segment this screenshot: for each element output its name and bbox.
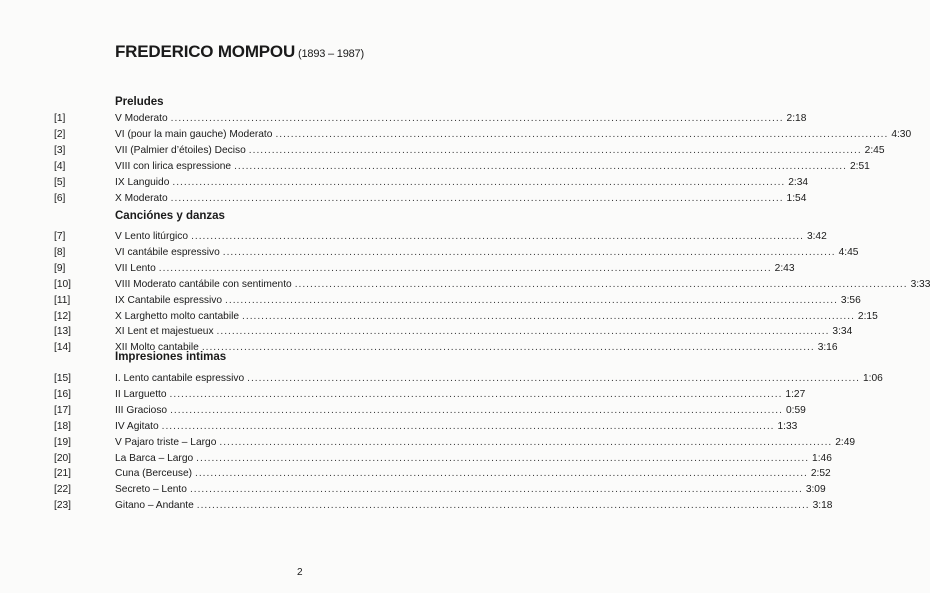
track-line [115,144,885,158]
dot-leader: ................................................................................................................................................................ [195,468,808,480]
track-line [115,310,878,324]
track-title: IV Agitato [115,420,159,432]
track-line [115,278,930,292]
dot-leader: ................................................................................................................................................................ [242,310,855,322]
track-number: [15] [54,373,71,384]
track-line [115,420,798,434]
dot-leader: ................................................................................................................................................................ [170,192,784,204]
track-duration: 3:42 [806,231,827,242]
track-duration: 1:54 [786,192,807,204]
track-number: [10] [54,278,71,290]
track-line [115,294,861,308]
track-line [115,128,912,142]
track-title: XII Molto cantabile [115,342,199,354]
track-number: [7] [54,231,66,242]
track-duration: 4:30 [891,128,912,140]
track-duration: 2:45 [864,144,885,156]
section-heading: Canciónes y danzas [115,210,225,222]
composer-name: FREDERICO MOMPOU [115,42,296,61]
track-line [115,176,809,190]
track-duration: 2:43 [774,262,795,274]
track-number: [12] [54,310,71,322]
dot-leader: ................................................................................................................................................................ [275,128,889,140]
track-duration: 2:34 [788,176,809,188]
track-title: X Moderato [115,192,168,204]
track-number: [2] [54,128,66,140]
track-line [115,404,806,418]
dot-leader: ................................................................................................................................................................ [225,294,838,306]
track-title: II Larguetto [115,388,167,400]
track-title: La Barca – Largo [115,452,194,464]
track-line [115,112,807,126]
track-duration: 3:34 [832,326,853,338]
track-number: [11] [54,294,71,306]
track-line [115,325,853,339]
track-number: [22] [54,484,71,496]
dot-leader: ................................................................................................................................................................ [169,388,783,400]
dot-leader: ................................................................................................................................................................ [170,113,784,124]
dot-leader: ................................................................................................................................................................ [234,160,847,172]
track-duration: 2:51 [849,160,870,172]
track-number: [20] [54,452,71,464]
track-duration: 3:56 [840,294,861,306]
track-duration: 4:45 [838,246,859,258]
track-line [115,160,870,174]
track-duration: 2:49 [835,436,856,448]
dot-leader: ................................................................................................................................................................ [201,342,815,354]
track-line [115,483,826,497]
track-duration: 2:52 [810,468,831,480]
dot-leader: ................................................................................................................................................................ [219,436,833,448]
track-number: [8] [54,246,66,258]
composer-title [115,42,364,62]
track-number: [14] [54,342,71,354]
track-number: [1] [54,113,66,124]
track-number: [4] [54,160,66,172]
track-line [115,192,807,206]
track-title: III Gracioso [115,404,168,416]
track-line [115,452,832,466]
track-line [115,230,827,244]
track-number: [19] [54,436,71,448]
track-duration: 3:16 [817,342,838,354]
dot-leader: ................................................................................................................................................................ [196,500,810,512]
track-title: VIII Moderato cantábile con sentimento [115,278,292,290]
dot-leader: ................................................................................................................................................................ [161,420,775,432]
dot-leader: ................................................................................................................................................................ [170,404,783,416]
track-number: [21] [54,468,71,480]
track-duration: 3:33 [910,278,930,290]
track-line [115,246,859,260]
dot-leader: ................................................................................................................................................................ [196,452,810,464]
section-heading: Preludes [115,96,164,108]
track-duration: 1:06 [863,373,883,384]
track-duration: 2:18 [786,113,807,124]
track-title: I. Lento cantabile espressivo [115,373,245,384]
track-line [115,467,831,481]
track-title: X Larghetto molto cantabile [115,310,240,322]
dot-leader: ................................................................................................................................................................ [216,326,830,338]
track-title: IX Cantabile espressivo [115,294,223,306]
track-title: VIII con lirica espressione [115,160,232,172]
track-title: Gitano – Andante [115,500,194,512]
dot-leader: ................................................................................................................................................................ [294,278,908,290]
track-duration: 2:15 [857,310,878,322]
track-duration: 1:27 [785,388,806,400]
track-number: [23] [54,500,71,512]
page-number: 2 [297,567,303,578]
track-title: VII (Palmier d’étoiles) Deciso [115,144,246,156]
dot-leader: ................................................................................................................................................................ [222,246,836,258]
track-line [115,388,806,402]
track-title: V Lento litúrgico [115,231,189,242]
section-heading: Impresiones intimas [115,351,227,363]
track-title: V Pajaro triste – Largo [115,436,217,448]
track-title: XI Lent et majestueux [115,326,214,338]
track-number: [5] [54,176,66,188]
track-number: [6] [54,192,66,204]
dot-leader: ................................................................................................................................................................ [189,484,803,496]
track-line [115,499,833,513]
composer-dates: (1893 – 1987) [298,48,364,60]
track-duration: 3:18 [812,500,833,512]
track-duration: 1:33 [777,420,798,432]
track-line [115,262,795,276]
track-duration: 1:46 [812,452,832,464]
track-number: [9] [54,262,66,274]
track-number: [17] [54,404,71,416]
track-number: [3] [54,144,66,156]
track-duration: 3:09 [805,484,826,496]
track-duration: 0:59 [785,404,806,416]
track-number: [18] [54,420,71,432]
track-title: VI cantábile espressivo [115,246,220,258]
track-title: Cuna (Berceuse) [115,468,193,480]
track-title: VI (pour la main gauche) Moderato [115,128,273,140]
dot-leader: ................................................................................................................................................................ [247,373,860,384]
track-line [115,372,883,386]
track-number: [13] [54,326,71,338]
track-title: IX Languido [115,176,170,188]
dot-leader: ................................................................................................................................................................ [248,144,862,156]
track-number: [16] [54,388,71,400]
track-title: V Moderato [115,113,168,124]
dot-leader: ................................................................................................................................................................ [158,262,772,274]
dot-leader: ................................................................................................................................................................ [172,176,786,188]
track-line [115,436,856,450]
track-title: VII Lento [115,262,156,274]
dot-leader: ................................................................................................................................................................ [191,231,804,242]
track-title: Secreto – Lento [115,484,187,496]
